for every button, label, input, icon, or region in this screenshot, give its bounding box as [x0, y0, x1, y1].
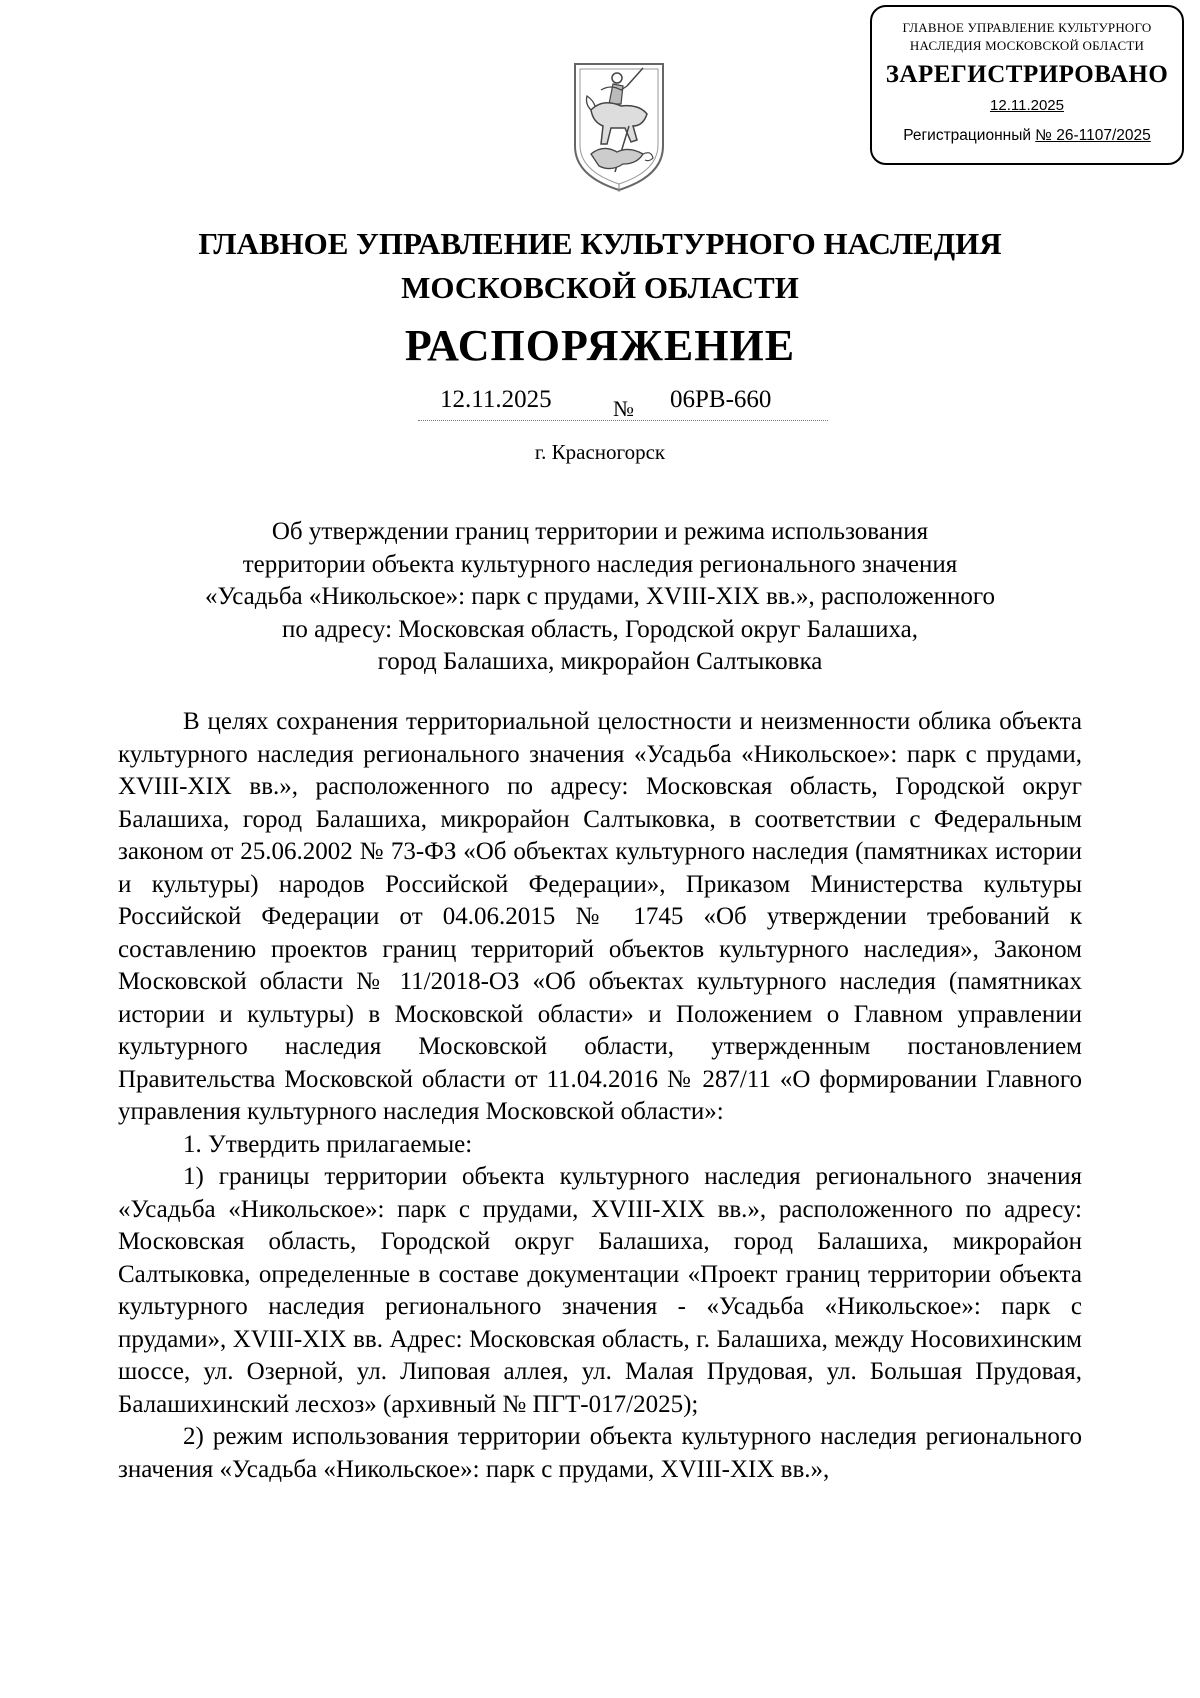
- subject-line: Об утверждении границ территории и режима использования: [271, 518, 929, 545]
- body-paragraph: 1) границы территории объекта культурного наследия регионального значения «Усадьба «Никольское»: парк с прудами, XVIII-XIX вв.», расположенного по адресу: Московская область, Городской округ Балашиха, город Балашиха, микрорайон Салтыковка, определенные в составе документации «Проект границ территории объекта культурного наследия регионального значения - «Усадьба «Никольское»: парк с прудами», XVIII-XIX вв. Адрес: Московская область, г. Балашиха, между Носовихинским шоссе, ул. Озерной, ул. Липовая аллея, ул. Малая Прудовая, ул. Большая Прудовая, Балашихинский лесхоз» (архивный № ПГТ-017/2025);: [118, 1163, 1082, 1418]
- document-body: [118, 706, 1082, 1486]
- document-date: 12.11.2025: [440, 386, 552, 413]
- subject-line: «Усадьба «Никольское»: парк с прудами, XVIII-XIX вв.», расположенного: [205, 583, 995, 610]
- stamp-reg-value: № 26-1107/2025: [1035, 127, 1151, 144]
- dotted-underline: [418, 420, 828, 421]
- subject-line: город Балашиха, микрорайон Салтыковка: [377, 648, 823, 675]
- stamp-registered-title: ЗАРЕГИСТРИРОВАНО: [885, 61, 1169, 88]
- registration-stamp: [870, 5, 1184, 165]
- coat-of-arms-icon: [571, 60, 667, 194]
- document-subject: [130, 516, 1070, 679]
- organization-name-line1: ГЛАВНОЕ УПРАВЛЕНИЕ КУЛЬТУРНОГО НАСЛЕДИЯ: [198, 226, 1002, 261]
- organization-name: [0, 222, 1200, 310]
- stamp-org-line2: НАСЛЕДИЯ МОСКОВСКОЙ ОБЛАСТИ: [909, 38, 1145, 53]
- subject-line: по адресу: Московская область, Городской округ Балашиха,: [281, 615, 919, 643]
- body-paragraph: 2) режим использования территории объекта культурного наследия регионального значения «Усадьба «Никольское»: парк с прудами, XVIII-XIX вв.»,: [118, 1423, 1082, 1483]
- stamp-registration-number: [872, 126, 1182, 146]
- date-number-line: [418, 382, 828, 422]
- stamp-org-line1: ГЛАВНОЕ УПРАВЛЕНИЕ КУЛЬТУРНОГО: [902, 20, 1152, 35]
- document-type-title: РАСПОРЯЖЕНИЕ: [404, 321, 796, 370]
- document-number: 06РВ-660: [670, 386, 772, 413]
- subject-line: территории объекта культурного наследия регионального значения: [242, 550, 958, 578]
- organization-name-line2: МОСКОВСКОЙ ОБЛАСТИ: [401, 270, 799, 305]
- number-sign: №: [613, 396, 634, 421]
- stamp-date: 12.11.2025: [990, 97, 1064, 114]
- city-name: г. Красногорск: [534, 440, 666, 464]
- stamp-reg-label: Регистрационный: [903, 127, 1036, 144]
- body-paragraph: 1. Утвердить прилагаемые:: [183, 1130, 473, 1158]
- body-paragraph: В целях сохранения территориальной целостности и неизменности облика объекта культурного наследия регионального значения «Усадьба «Никольское»: парк с прудами, XVIII-XIX вв.», расположенного по адресу: Московская область, Городской округ Балашиха, город Балашиха, микрорайон Салтыковка, в соответствии с Федеральным законом от 25.06.2002 № 73-ФЗ «Об объектах культурного наследия (памятниках истории и культуры) народов Российской Федерации», Приказом Министерства культуры Российской Федерации от 04.06.2015 № 1745 «Об утверждении требований к составлению проектов границ территорий объектов культурного наследия», Законом Московской области № 11/2018-ОЗ «Об объектах культурного наследия (памятниках истории и культуры) в Московской области» и Положением о Главном управлении культурного наследия Московской области, утвержденным постановлением Правительства Московской области от 11.04.2016 № 287/11 «О формировании Главного управления культурного наследия Московской области»:: [118, 708, 1082, 1125]
